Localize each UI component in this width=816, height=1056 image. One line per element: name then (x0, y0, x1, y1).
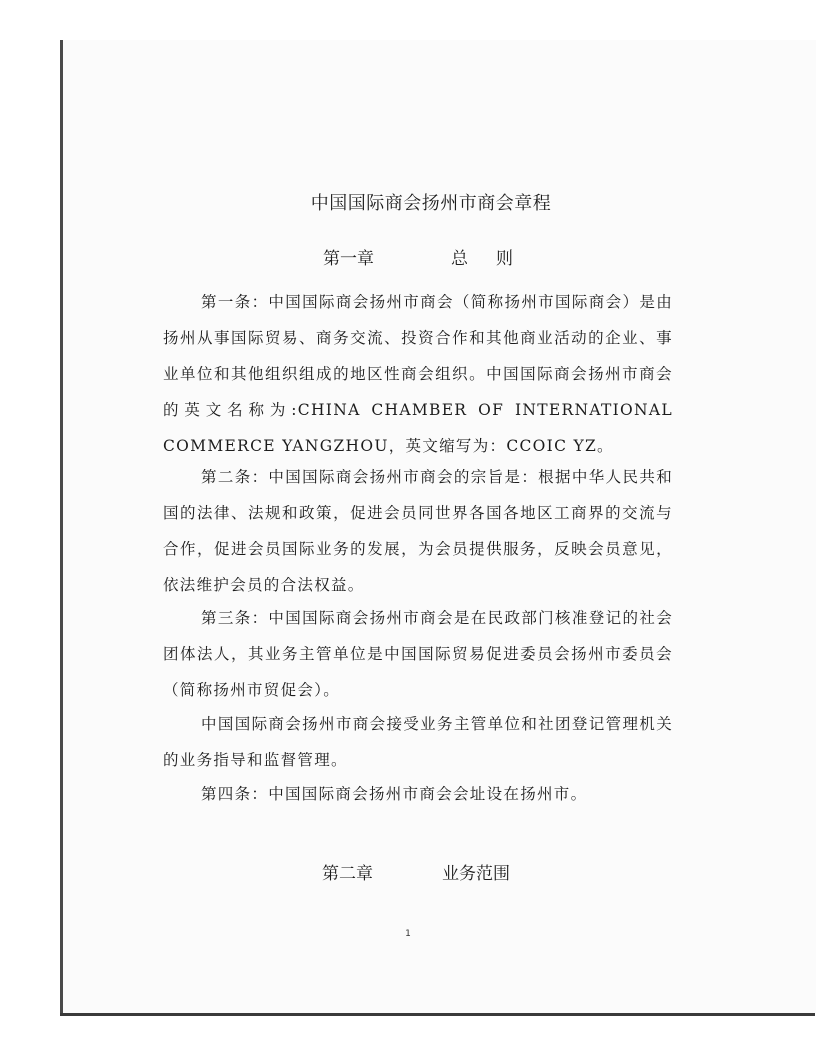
chapter-2-label: 第二章 (322, 864, 373, 884)
document-title: 中国国际商会扬州市商会章程 (310, 193, 552, 214)
page-number: 1 (405, 929, 411, 939)
chapter-1-label: 第一章 (323, 249, 374, 269)
chapter-2-title: 业务范围 (442, 864, 510, 884)
supervision-paragraph: 中国国际商会扬州市商会接受业务主管单位和社团登记管理机关的业务指导和监督管理。 (163, 715, 673, 769)
article-4-paragraph: 第四条：中国国际商会扬州市商会会址设在扬州市。 (201, 785, 588, 803)
scan-bottom-edge (60, 1013, 815, 1016)
article-2-paragraph: 第二条：中国国际商会扬州市商会的宗旨是：根据中华人民共和国的法律、法规和政策，促进会员同世界各国各地区工商界的交流与合作，促进会员国际业务的发展，为会员提供服务，反映会员意见，依法维护会员的合法权益。 (163, 468, 673, 594)
article-1-paragraph: 第一条：中国国际商会扬州市商会（简称扬州市国际商会）是由扬州从事国际贸易、商务交流、投资合作和其他商业活动的企业、事业单位和其他组织组成的地区性商会组织。中国国际商会扬州市商会的英文名称为:CHINA CHAMBER OF INTERNATIONAL COMMERCE YANGZHOU，英文缩写为：CCOIC YZ。 (163, 293, 673, 455)
article-3-paragraph: 第三条：中国国际商会扬州市商会是在民政部门核准登记的社会团体法人，其业务主管单位是中国国际贸易促进委员会扬州市委员会（简称扬州市贸促会）。 (163, 609, 673, 699)
chapter-1-title: 总则 (451, 249, 541, 269)
